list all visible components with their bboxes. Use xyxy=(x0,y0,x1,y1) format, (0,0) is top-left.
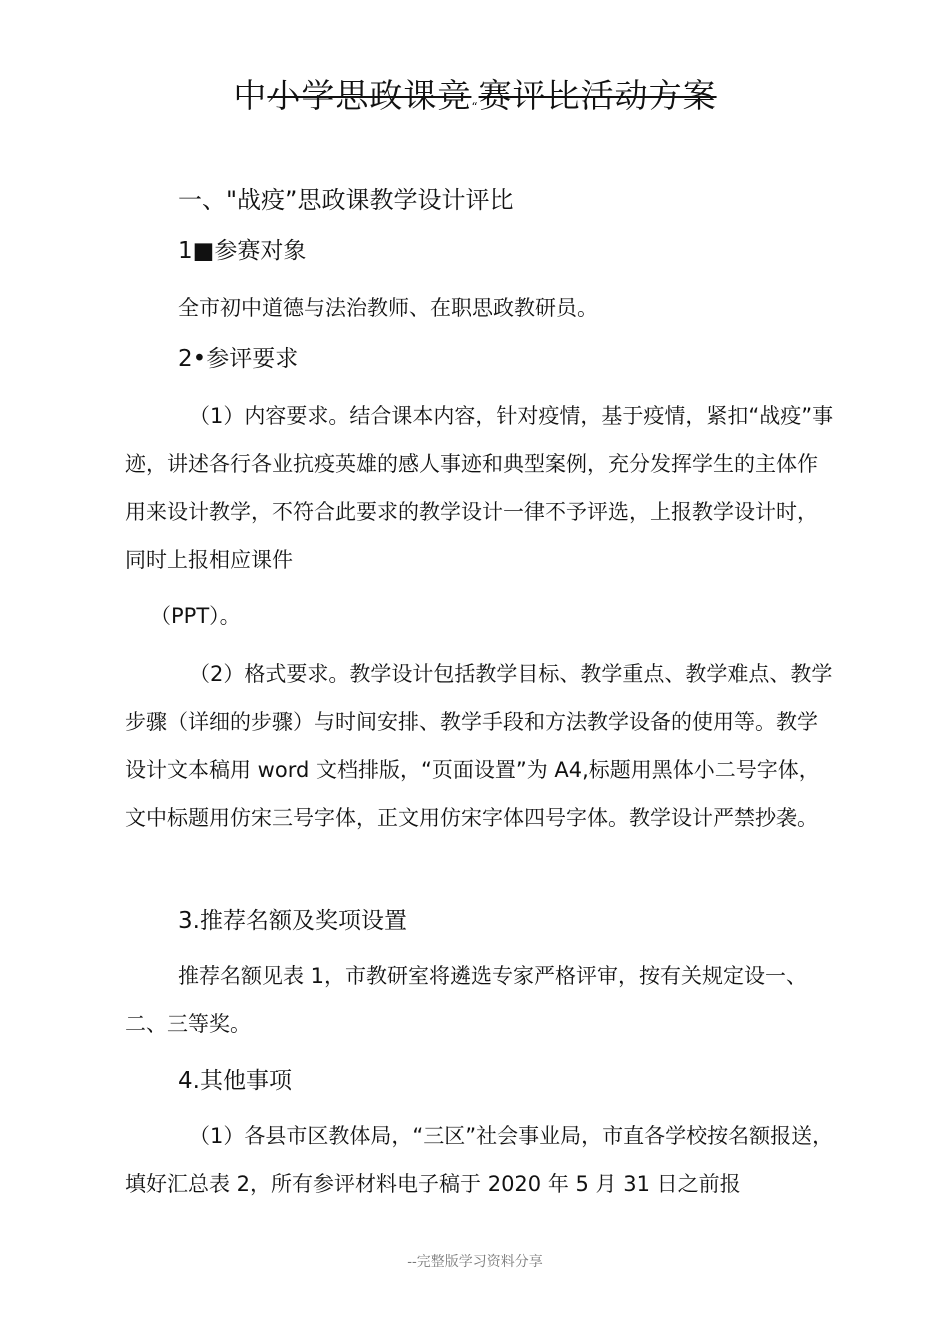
title-part3: 赛评比活动方案 xyxy=(478,76,717,115)
requirement-format-paragraph: （2）格式要求。教学设计包括教学目标、教学重点、教学难点、教学步骤（详细的步骤）与时间安排、教学手段和方法教学设备的使用等。教学设计文本稿用 word 文档排版，“页面设置”为 A4,标题用黑体小二号字体，文中标题用仿宋三号字体，正文用仿宋字体四号字体。教学设计严禁抄袭。 xyxy=(125,662,833,830)
document-title xyxy=(0,70,950,117)
other-matters-paragraph: （1）各县市区教体局，“三区”社会事业局，市直各学校按名额报送，填好汇总表 2，所有参评材料电子稿于 2020 年 5 月 31 日之前报 xyxy=(125,1124,834,1196)
subheading-other-matters-num: 4. xyxy=(178,1068,200,1094)
subheading-quota-awards-num: 3. xyxy=(178,908,200,934)
quota-awards-paragraph: 推荐名额见表 1，市教研室将遴选专家严格评审，按有关规定设一、二、三等奖。 xyxy=(125,964,808,1036)
requirement-content-paragraph: （1）内容要求。结合课本内容，针对疫情，基于疫情，紧扣“战疫”事迹，讲述各行各业抗疫英雄的感人事迹和典型案例，充分发挥学生的主体作用来设计教学，不符合此要求的教学设计一律不予评选，上报教学设计时，同时上报相应课件 xyxy=(125,404,834,572)
subheading-requirements-label: 参评要求 xyxy=(206,346,299,372)
subheading-requirements-num: 2• xyxy=(178,346,207,372)
subheading-participants xyxy=(178,232,306,265)
subheading-other-matters xyxy=(178,1062,292,1095)
subheading-quota-awards xyxy=(178,902,407,935)
subheading-participants-num: 1■ xyxy=(178,238,215,264)
page-footer: --完整版学习资料分享 xyxy=(407,1254,543,1270)
title-part2: 小学思政课竞 xyxy=(267,76,472,115)
title-mark: “ xyxy=(471,100,479,114)
subheading-quota-awards-label: 推荐名额及奖项设置 xyxy=(199,908,407,934)
section1-heading: 一、"战疫”思政课教学设计评比 xyxy=(178,186,514,214)
subheading-requirements xyxy=(178,340,298,373)
title-part1: 中 xyxy=(233,76,268,115)
requirement-content-tail: （PPT）。 xyxy=(150,604,241,628)
subheading-participants-label: 参赛对象 xyxy=(214,238,307,264)
participants-text: 全市初中道德与法治教师、在职思政教研员。 xyxy=(178,296,598,320)
subheading-other-matters-label: 其他事项 xyxy=(199,1068,292,1094)
